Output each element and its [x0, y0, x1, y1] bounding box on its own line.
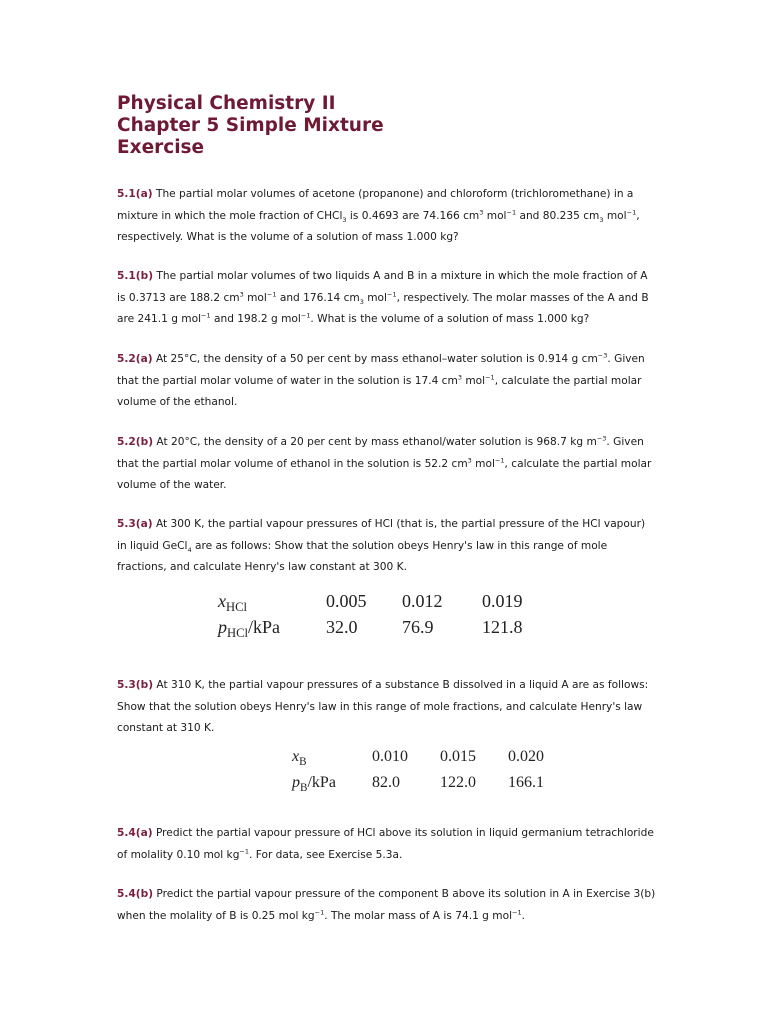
exercise-text: . What is the volume of a solution of mass 1.000 kg? [310, 313, 590, 325]
exercise-5-3b [117, 675, 657, 740]
x-label: $x_B$ [292, 748, 307, 768]
exercise-text: At 20°C, the density of a 20 per cent by mass ethanol/water solution is 968.7 kg m [153, 436, 597, 448]
exercise-number: 5.1(a) [117, 188, 153, 200]
superscript: 3 [467, 455, 472, 464]
subscript: 3 [599, 215, 604, 224]
superscript: 3 [239, 289, 244, 298]
exercise-text: , calculate the partial molar volume of the water. [117, 457, 652, 491]
exercise-number: 5.1(b) [117, 270, 154, 282]
exercise-text: . Given that the partial molar volume of water in the solution is 17.4 cm [117, 353, 645, 387]
exercise-text: , respectively. The molar masses of the A and B are 241.1 g mol [117, 291, 649, 325]
superscript: −1 [239, 846, 250, 855]
exercise-5-1a [117, 184, 657, 249]
table-cell: 0.010 [372, 748, 408, 765]
superscript: −1 [266, 289, 277, 298]
table-cell: 0.005 [326, 591, 367, 611]
exercise-text: . [521, 909, 525, 922]
exercise-number: 5.3(b) [117, 679, 154, 691]
table-cell: 121.8 [482, 617, 523, 637]
table-cell: 166.1 [508, 774, 544, 791]
exercise-text: At 300 K, the partial vapour pressures of HCl (that is, the partial pressure of the HCl vapour) in liquid GeCl [117, 518, 646, 552]
exercise-number: 5.4(a) [117, 827, 153, 839]
exercise-text: mol [471, 457, 495, 470]
exercise-5-3a [117, 514, 657, 579]
exercise-5-4a [117, 823, 657, 866]
exercise-text: . Given that the partial molar volume of ethanol in the solution is 52.2 cm [117, 436, 644, 470]
superscript: −1 [626, 207, 637, 216]
exercise-text: The partial molar volumes of acetone (propanone) and chloroform (trichloromethane) in a mixture in which the mole fraction of CHCl [117, 188, 634, 222]
exercise-text: , respectively. What is the volume of a solution of mass 1.000 kg? [117, 209, 640, 243]
superscript: −1 [314, 907, 325, 916]
exercise-number: 5.2(b) [117, 436, 154, 448]
exercise-5-4b [117, 884, 657, 927]
exercise-text: . The molar mass of A is 74.1 g mol [324, 909, 513, 922]
superscript: −1 [386, 289, 397, 298]
superscript: 3 [479, 207, 484, 216]
table-cell: 122.0 [440, 774, 476, 791]
course-title: Physical Chemistry II [117, 93, 336, 114]
superscript: −1 [300, 311, 311, 320]
exercise-text: Predict the partial vapour pressure of the component B above its solution in A in Exercise 3(b) when the molality of B is 0.25 mol kg [117, 888, 656, 922]
superscript: −3 [596, 434, 607, 443]
exercise-text: Predict the partial vapour pressure of HCl above its solution in liquid germanium tetrachloride of molality 0.10 mol kg [117, 827, 654, 861]
exercise-text: mol [461, 374, 486, 387]
p-label: $p_{HCl}$/kPa [218, 617, 281, 640]
subscript: 3 [359, 297, 364, 306]
exercise-text: mol [483, 209, 507, 222]
exercise-number: 5.3(a) [117, 518, 153, 530]
table-cell: 82.0 [372, 774, 400, 791]
exercise-text: At 310 K, the partial vapour pressures of a substance B dissolved in a liquid A are as follows: Show that the solution obeys Henry's law in this range of mole fractions, and calculate Henry's law constant at 310 K. [117, 679, 649, 734]
superscript: 3 [457, 372, 462, 381]
exercise-text: The partial molar volumes of two liquids A and B in a mixture in which the mole fraction of A is 0.3713 are 188.2 cm [117, 270, 648, 304]
exercise-text: mol [363, 291, 387, 304]
exercise-number: 5.4(b) [117, 888, 154, 900]
exercise-text: mol [603, 209, 627, 222]
superscript: −1 [512, 907, 522, 916]
section-title: Exercise [117, 137, 205, 158]
exercise-5-1b [117, 266, 657, 331]
exercise-number: 5.2(a) [117, 353, 153, 365]
superscript: −1 [201, 311, 211, 320]
table-cell: 0.020 [508, 748, 544, 765]
superscript: −1 [485, 372, 495, 381]
title-block [117, 93, 384, 159]
exercise-text: and 176.14 cm [276, 291, 360, 304]
exercise-5-2b [117, 432, 657, 497]
exercise-5-2a [117, 349, 657, 414]
subscript: 4 [187, 545, 192, 554]
exercise-text: and 80.235 cm [516, 209, 600, 222]
chapter-title: Chapter 5 Simple Mixture [117, 115, 384, 136]
superscript: −3 [597, 351, 608, 360]
exercise-text: and 198.2 g mol [210, 313, 301, 325]
table-cell: 0.019 [482, 591, 523, 611]
subscript: 3 [342, 215, 347, 224]
exercise-text: . For data, see Exercise 5.3a. [249, 848, 403, 861]
table-cell: 0.015 [440, 748, 476, 765]
exercise-text: At 25°C, the density of a 50 per cent by mass ethanol–water solution is 0.914 g cm [152, 353, 598, 365]
exercise-text: mol [243, 291, 267, 304]
table-cell: 76.9 [402, 617, 434, 637]
superscript: −1 [494, 455, 505, 464]
table-cell: 32.0 [326, 617, 358, 637]
exercise-text: , calculate the partial molar volume of the ethanol. [117, 374, 642, 408]
table-cell: 0.012 [402, 591, 443, 611]
superscript: −1 [506, 207, 517, 216]
p-label: $p_B$/kPa [292, 774, 336, 794]
exercise-text: is 0.4693 are 74.166 cm [346, 209, 480, 222]
x-label: $x_{HCl}$ [218, 591, 247, 614]
exercise-text: are as follows: Show that the solution obeys Henry's law in this range of mole fractions, and calculate Henry's law constant at 300 K. [117, 539, 608, 573]
